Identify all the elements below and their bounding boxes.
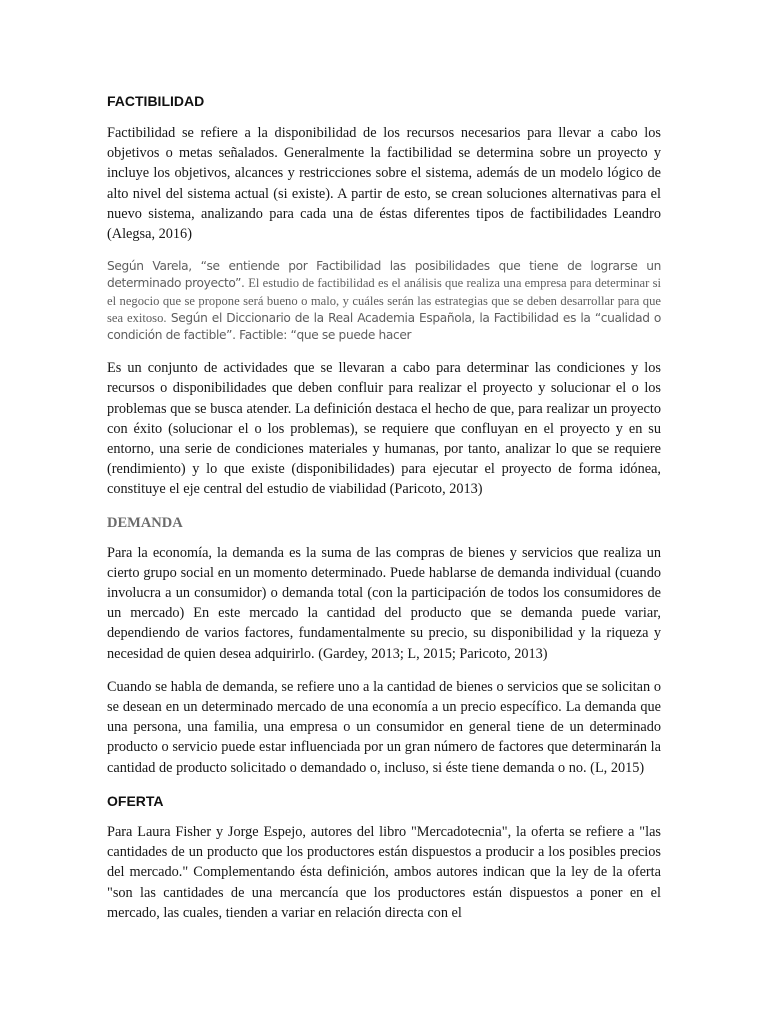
- quote-block: [107, 258, 661, 344]
- paragraph-factibilidad-conjunto: Es un conjunto de actividades que se llevaran a cabo para determinar las condiciones y los recursos o disponibilidades que deben confluir para realizar el proyecto y solucionar el o los problemas que se busca atender. La definición destaca el hecho de que, para realizar un proyecto con éxito (solucionar el o los problemas), se requiere que confluyan en el proyecto y en su entorno, una serie de condiciones materiales y humanas, por tanto, analizar lo que se requiere (rendimiento) y lo que existe (disponibilidades) para ejecutar el proyecto de forma idónea, constituye el eje central del estudio de viabilidad (Paricoto, 2013): [107, 360, 661, 498]
- quote-varela: Según Varela, “se entiende por Factibilidad las posibilidades que tiene de lograrse un determinado proyecto”.: [107, 259, 661, 291]
- paragraph-factibilidad-definition: Factibilidad se refiere a la disponibilidad de los recursos necesarios para llevar a cabo los objetivos o metas señalados. Generalmente la factibilidad se determina sobre un proyecto y incluye los objetivos, alcances y restricciones sobre el sistema, además de un modelo lógico de alto nivel del sistema actual (si existe). A partir de esto, se crean soluciones alternativas para el nuevo sistema, analizando para cada una de éstas diferentes tipos de factibilidades Leandro (Alegsa, 2016): [107, 125, 661, 243]
- heading-factibilidad: FACTIBILIDAD: [107, 93, 205, 109]
- heading-demanda: DEMANDA: [107, 514, 183, 531]
- paragraph-demanda-cantidad: Cuando se habla de demanda, se refiere uno a la cantidad de bienes o servicios que se solicitan o se desean en un determinado mercado de una economía a un precio específico. La demanda que una persona, una familia, una empresa o un consumidor en general tiene de un determinado producto o servicio puede estar influenciada por un gran número de factores que determinarán la cantidad de producto solicitado o demandado o, incluso, si éste tiene demanda o no. (L, 2015): [107, 678, 661, 776]
- paragraph-oferta-fisher: Para Laura Fisher y Jorge Espejo, autores del libro "Mercadotecnia", la oferta se refiere a "las cantidades de un producto que los productores están dispuestos a producir a los posibles precios del mercado." Complementando ésta definición, ambos autores indican que la ley de la oferta "son las cantidades de una mercancía que los productores están dispuestos a poner en el mercado, las cuales, tienden a variar en relación directa con el: [107, 823, 661, 921]
- paragraph-demanda-economia: Para la economía, la demanda es la suma de las compras de bienes y servicios que realiza un cierto grupo social en un momento determinado. Puede hablarse de demanda individual (cuando involucra a un consumidor) o demanda total (con la participación de todos los consumidores de un mercado) En este mercado la cantidad del producto que se demanda puede variar, dependiendo de varios factores, fundamentalmente su precio, su disponibilidad y la riqueza y necesidad de quien desea adquirirlo. (Gardey, 2013; L, 2015; Paricoto, 2013): [107, 544, 661, 662]
- quote-estudio: El estudio de factibilidad es el análisis que realiza una empresa para determinar si el negocio que se propone será bueno o malo, y cuáles serán las estrategias que se deben desarrollar para que sea exitoso.: [107, 276, 661, 325]
- quote-rae: Según el Diccionario de la Real Academia Española, la Factibilidad es la “cualidad o condición de factible”. Factible: “que se puede hacer: [107, 310, 661, 343]
- heading-oferta: OFERTA: [107, 792, 164, 809]
